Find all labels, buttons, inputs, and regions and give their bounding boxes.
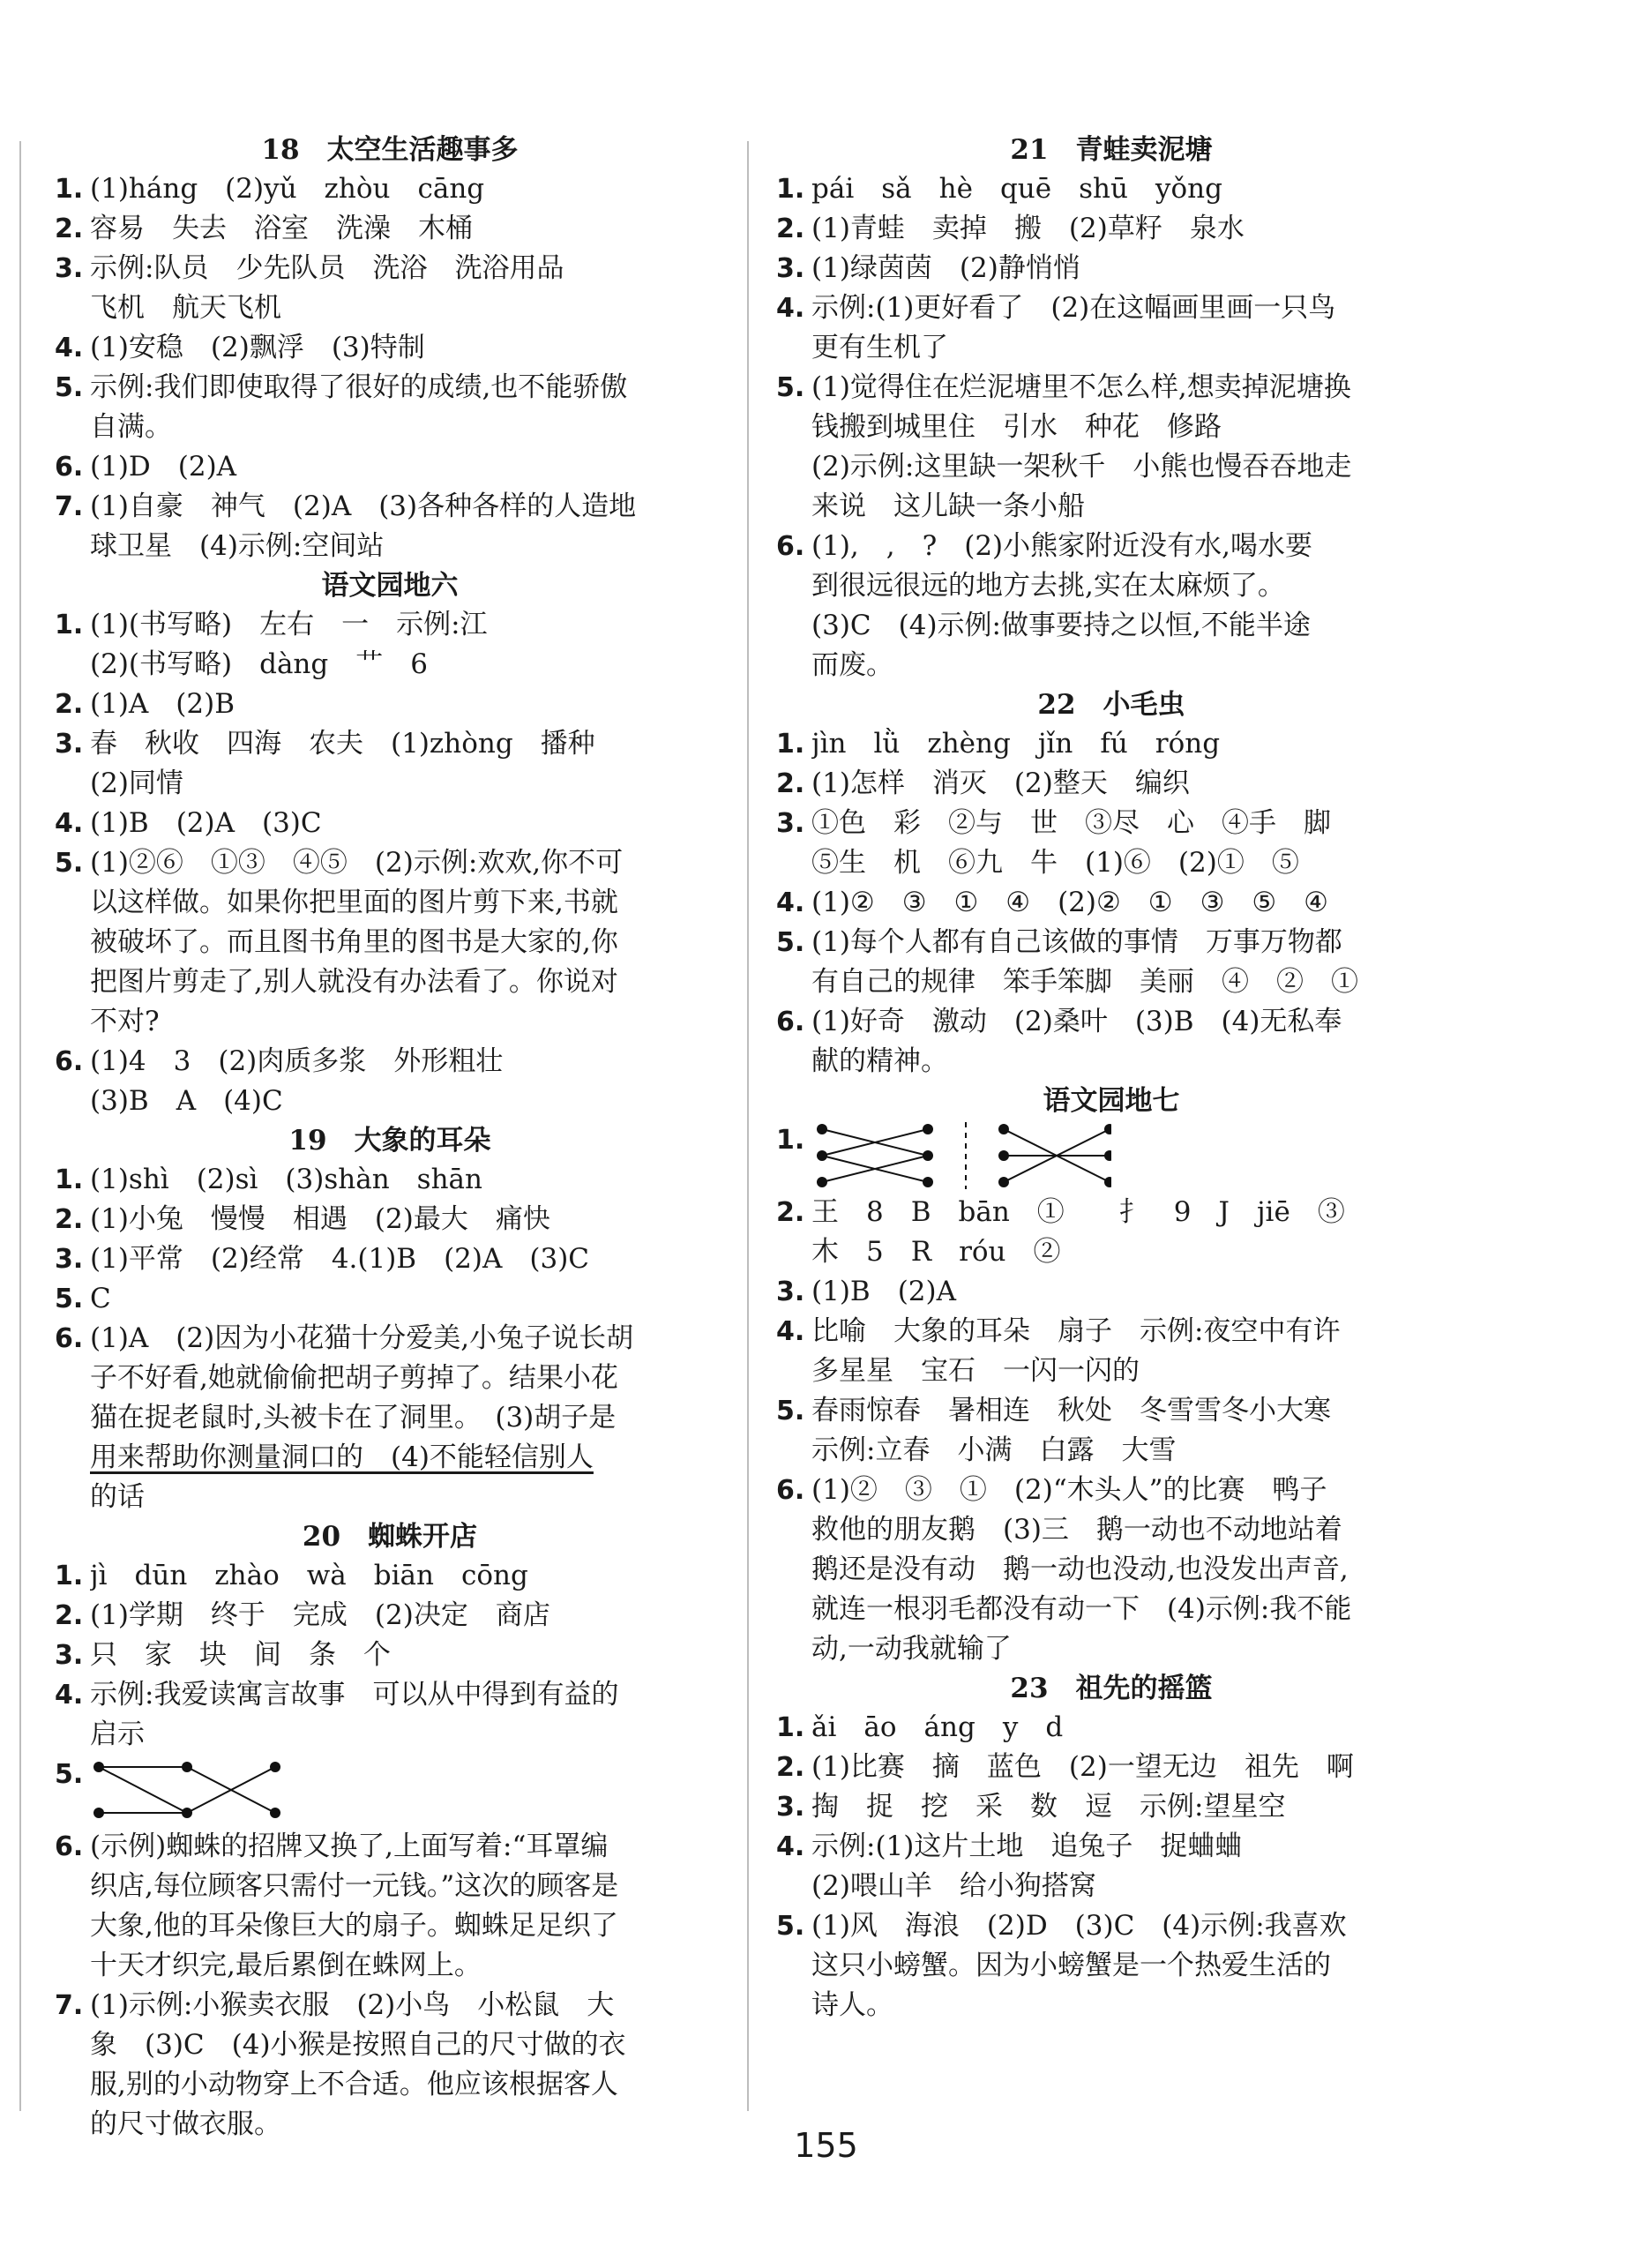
matching-diagram — [811, 1120, 1111, 1191]
item-indent — [55, 1002, 90, 1042]
answer-text: (3)C (4)示例:做事要持之以恒,不能半途 — [811, 610, 1311, 641]
answer-text: 只 家 块 间 条 个 — [90, 1639, 391, 1671]
answer-text: 把图片剪走了,别人就没有办法看了。你说对 — [90, 966, 618, 998]
answer-line — [55, 328, 725, 368]
answer-text: 示例:队员 少先队员 洗浴 洗浴用品 — [90, 252, 564, 284]
item-indent — [55, 1359, 90, 1398]
answer-text: 王 8 B bān ① 扌 9 J jiē ③ — [811, 1196, 1345, 1228]
answer-text: ǎi āo áng y d — [811, 1711, 1064, 1743]
item-indent — [776, 1042, 811, 1082]
answer-line — [55, 1478, 725, 1517]
answer-text: 救他的朋友鹅 (3)三 鹅一动也不动地站着 — [811, 1514, 1342, 1546]
item-number: 3. — [55, 1244, 84, 1275]
answer-text: 子不好看,她就偷偷把胡子剪掉了。结果小花 — [90, 1362, 618, 1394]
right-column — [776, 131, 1446, 2025]
answer-line — [55, 1556, 725, 1596]
answer-text: (2)同情 — [90, 767, 183, 799]
item-indent — [776, 1986, 811, 2025]
answer-line — [776, 1629, 1446, 1669]
match-dot — [817, 1150, 827, 1161]
answer-line — [55, 1946, 725, 1986]
section-title: 23 祖先的摇篮 — [1010, 1673, 1213, 1704]
item-indent — [776, 1431, 811, 1471]
item-number: 2. — [55, 1600, 84, 1631]
answer-text: 自满。 — [90, 411, 172, 443]
answer-line — [776, 804, 1446, 843]
answer-text: 更有生机了 — [811, 332, 948, 363]
answer-line — [55, 1359, 725, 1398]
answer-line — [776, 646, 1446, 685]
item-indent — [55, 1438, 90, 1478]
matching-diagram — [90, 1755, 319, 1825]
item-indent — [55, 883, 90, 923]
item-number: 1. — [55, 1164, 84, 1195]
item-indent — [776, 487, 811, 527]
answer-line — [55, 1596, 725, 1636]
answer-item-figure — [776, 1120, 1446, 1193]
item-number: 1. — [776, 174, 805, 205]
item-number: 2. — [776, 1197, 805, 1228]
answer-line — [776, 962, 1446, 1002]
answer-line — [55, 1867, 725, 1906]
answer-text: (1)风 海浪 (2)D (3)C (4)示例:我喜欢 — [811, 1910, 1347, 1942]
item-number: 3. — [776, 808, 805, 839]
answer-line — [55, 724, 725, 764]
answer-text: 示例:立春 小满 白露 大雪 — [811, 1434, 1177, 1466]
answer-line — [55, 843, 725, 883]
item-number: 1. — [776, 1712, 805, 1743]
answer-text: (1)②⑥ ①③ ④⑤ (2)示例:欢欢,你不可 — [90, 847, 624, 879]
answer-text: C — [90, 1283, 111, 1314]
item-number: 2. — [55, 689, 84, 720]
answer-line — [776, 1550, 1446, 1590]
answer-line — [55, 1082, 725, 1121]
item-indent — [55, 764, 90, 804]
item-number: 5. — [776, 927, 805, 958]
answer-text: pái sǎ hè quē shū yǒng — [811, 173, 1222, 205]
match-dot — [817, 1124, 827, 1134]
section-title: 20 蜘蛛开店 — [302, 1521, 478, 1553]
answer-line — [776, 1827, 1446, 1867]
answer-line — [776, 1002, 1446, 1042]
answer-line — [776, 1193, 1446, 1232]
answer-line — [55, 1200, 725, 1239]
answer-text: (1), , ? (2)小熊家附近没有水,喝水要 — [811, 530, 1313, 562]
answer-text: 而废。 — [811, 649, 893, 681]
item-number: 1. — [55, 610, 84, 640]
answer-text: 球卫星 (4)示例:空间站 — [90, 530, 385, 562]
item-number: 6. — [55, 1046, 84, 1077]
item-number: 6. — [55, 1323, 84, 1354]
answer-text: 以这样做。如果你把里面的图片剪下来,书就 — [90, 887, 618, 918]
match-dot — [182, 1808, 192, 1818]
item-number: 5. — [55, 848, 84, 879]
answer-line — [55, 1319, 725, 1359]
answer-line — [55, 605, 725, 645]
answer-line — [55, 288, 725, 328]
answer-text: 大象,他的耳朵像巨大的扇子。蜘蛛足足织了 — [90, 1910, 618, 1942]
left-column — [55, 131, 725, 2145]
answer-line — [776, 843, 1446, 883]
match-dot — [182, 1762, 192, 1772]
item-indent — [776, 328, 811, 368]
answer-text: 献的精神。 — [811, 1045, 948, 1077]
item-indent — [776, 408, 811, 447]
answer-line — [776, 447, 1446, 487]
answer-text: (2)喂山羊 给小狗搭窝 — [811, 1870, 1096, 1902]
item-indent — [776, 843, 811, 883]
item-number: 5. — [776, 372, 805, 403]
answer-line — [776, 1272, 1446, 1312]
answer-text: (1)平常 (2)经常 4.(1)B (2)A (3)C — [90, 1243, 590, 1275]
answer-text: 容易 失去 浴室 洗澡 木桶 — [90, 213, 473, 244]
match-dot — [817, 1177, 827, 1187]
answer-text: (3)B A (4)C — [90, 1085, 283, 1117]
item-number: 5. — [55, 372, 84, 403]
item-number: 4. — [55, 808, 84, 839]
answer-line — [55, 487, 725, 527]
answer-text: ⑤生 机 ⑥九 牛 (1)⑥ (2)① ⑤ — [811, 847, 1299, 879]
answer-line — [55, 883, 725, 923]
answer-line — [55, 1160, 725, 1200]
answer-line — [776, 566, 1446, 606]
answer-line — [776, 328, 1446, 368]
answer-line — [776, 724, 1446, 764]
answer-line — [776, 1906, 1446, 1946]
item-number: 4. — [776, 1831, 805, 1862]
item-indent — [55, 1946, 90, 1986]
answer-text: 春 秋收 四海 农夫 (1)zhòng 播种 — [90, 728, 595, 760]
item-indent — [776, 962, 811, 1002]
answer-line — [776, 923, 1446, 962]
item-number: 3. — [776, 253, 805, 284]
answer-text: 示例:(1)更好看了 (2)在这幅画里画一只鸟 — [811, 292, 1336, 324]
item-number: 5. — [776, 1911, 805, 1942]
section-title: 22 小毛虫 — [1037, 689, 1185, 721]
answer-text: (2)(书写略) dàng 艹 6 — [90, 648, 428, 680]
answer-line — [55, 685, 725, 724]
item-number: 2. — [776, 768, 805, 799]
answer-text: 到很远很远的地方去挑,实在太麻烦了。 — [811, 570, 1285, 602]
match-dot — [923, 1124, 933, 1134]
answer-text: 来说 这儿缺一条小船 — [811, 490, 1085, 522]
item-number: 2. — [776, 213, 805, 244]
answer-line — [776, 1590, 1446, 1629]
item-indent — [55, 527, 90, 566]
item-number: 6. — [55, 1831, 84, 1862]
answer-line — [776, 527, 1446, 566]
item-number: 2. — [55, 213, 84, 244]
answer-text: (1)比赛 摘 蓝色 (2)一望无边 祖先 啊 — [811, 1751, 1354, 1783]
match-dot — [998, 1124, 1009, 1134]
answer-text: 不对? — [90, 1006, 160, 1037]
answer-line — [55, 1827, 725, 1867]
answer-line — [55, 1715, 725, 1755]
answer-text: (示例)蜘蛛的招牌又换了,上面写着:“耳罩编 — [90, 1831, 609, 1862]
answer-line — [55, 527, 725, 566]
answer-text: 示例:我爱读寓言故事 可以从中得到有益的 — [90, 1679, 619, 1711]
item-number: 6. — [55, 452, 84, 483]
item-indent — [55, 1715, 90, 1755]
answer-text: (1)B (2)A — [811, 1276, 956, 1307]
answer-line — [55, 209, 725, 249]
answer-text: 服,别的小动物穿上不合适。他应该根据客人 — [90, 2069, 618, 2100]
item-number: 2. — [55, 1204, 84, 1235]
item-indent — [776, 1867, 811, 1906]
answer-line — [776, 1391, 1446, 1431]
answer-text: (1)② ③ ① (2)“木头人”的比赛 鸭子 — [811, 1474, 1327, 1506]
answer-line — [776, 1986, 1446, 2025]
answer-text: 鹅还是没有动 鹅一动也没动,也没发出声音, — [811, 1554, 1349, 1585]
answer-line — [55, 1002, 725, 1042]
match-dot — [270, 1762, 280, 1772]
answer-text: 木 5 R róu ② — [811, 1236, 1061, 1268]
match-line — [99, 1767, 187, 1813]
match-dot — [270, 1808, 280, 1818]
match-dot — [998, 1177, 1009, 1187]
item-number: 4. — [55, 333, 84, 363]
item-indent — [55, 1478, 90, 1517]
item-number: 6. — [776, 531, 805, 562]
item-indent — [776, 1510, 811, 1550]
answer-line — [776, 1312, 1446, 1351]
answer-line — [776, 368, 1446, 408]
section-title: 19 大象的耳朵 — [288, 1125, 491, 1157]
answer-text: (1)(书写略) 左右 一 示例:江 — [90, 609, 488, 640]
answer-line — [55, 408, 725, 447]
section-title: 语文园地七 — [1043, 1085, 1180, 1117]
section-title: 18 太空生活趣事多 — [261, 134, 519, 166]
answer-line — [55, 1986, 725, 2025]
answer-text: (1)自豪 神气 (2)A (3)各种各样的人造地 — [90, 490, 637, 522]
answer-line — [55, 2065, 725, 2105]
item-number: 4. — [776, 887, 805, 918]
answer-line — [776, 249, 1446, 288]
item-number: 3. — [55, 1640, 84, 1671]
answer-text: jì dūn zhào wà biān cōng — [90, 1560, 528, 1591]
item-indent — [55, 1082, 90, 1121]
item-indent — [55, 288, 90, 328]
answer-text: 用来帮助你测量洞口的 (4)不能轻信别人 — [90, 1441, 594, 1473]
answer-text: ①色 彩 ②与 世 ③尽 心 ④手 脚 — [811, 807, 1331, 839]
answer-text: (2)示例:这里缺一架秋千 小熊也慢吞吞地走 — [811, 451, 1352, 483]
item-number: 4. — [776, 1316, 805, 1347]
item-indent — [55, 1867, 90, 1906]
answer-text: jìn lǜ zhèng jǐn fú róng — [811, 728, 1221, 760]
item-indent — [776, 1232, 811, 1272]
answer-line — [55, 1675, 725, 1715]
match-dot — [923, 1177, 933, 1187]
answer-line — [776, 764, 1446, 804]
answer-line — [55, 1239, 725, 1279]
match-dot — [93, 1762, 104, 1772]
answer-line — [55, 1042, 725, 1082]
item-indent — [55, 1398, 90, 1438]
answer-line — [55, 1636, 725, 1675]
item-indent — [776, 1946, 811, 1986]
item-indent — [55, 923, 90, 962]
answer-line — [55, 249, 725, 288]
answer-text: (1)D (2)A — [90, 451, 237, 483]
answer-line — [55, 1398, 725, 1438]
answer-text: 十天才织完,最后累倒在蛛网上。 — [90, 1950, 482, 1981]
answer-line — [776, 1351, 1446, 1391]
match-dot — [923, 1150, 933, 1161]
column-divider — [747, 141, 749, 2111]
answer-text: 示例:(1)这片土地 追兔子 捉蛐蛐 — [811, 1831, 1243, 1862]
answer-text: 春雨惊春 暑相连 秋处 冬雪雪冬小大寒 — [811, 1395, 1331, 1426]
answer-text: 比喻 大象的耳朵 扇子 示例:夜空中有许 — [811, 1315, 1341, 1347]
item-indent — [776, 566, 811, 606]
answer-item-figure — [55, 1755, 725, 1827]
answer-text: 猫在捉老鼠时,头被卡在了洞里。 (3)胡子是 — [90, 1402, 617, 1434]
match-dot — [998, 1150, 1009, 1161]
item-indent — [55, 1906, 90, 1946]
answer-line — [55, 447, 725, 487]
answer-line — [776, 1867, 1446, 1906]
answer-line — [776, 408, 1446, 447]
answer-text: (1)4 3 (2)肉质多浆 外形粗壮 — [90, 1045, 504, 1077]
answer-text: (1)青蛙 卖掉 搬 (2)草籽 泉水 — [811, 213, 1245, 244]
answer-text: (1)小兔 慢慢 相遇 (2)最大 痛快 — [90, 1203, 550, 1235]
answer-text: 这只小螃蟹。因为小螃蟹是一个热爱生活的 — [811, 1950, 1331, 1981]
answer-line — [776, 1042, 1446, 1082]
item-indent — [776, 1550, 811, 1590]
answer-text: (1)怎样 消灭 (2)整天 编织 — [811, 767, 1190, 799]
answer-text: (1)每个人都有自己该做的事情 万事万物都 — [811, 926, 1342, 958]
answer-line — [776, 288, 1446, 328]
item-indent — [55, 962, 90, 1002]
answer-text: 的话 — [90, 1481, 145, 1513]
answer-text: (1)安稳 (2)飘浮 (3)特制 — [90, 332, 425, 363]
answer-line — [55, 764, 725, 804]
answer-line — [55, 2025, 725, 2065]
answer-text: 启示 — [90, 1718, 145, 1750]
answer-line — [776, 1431, 1446, 1471]
answer-text: 织店,每位顾客只需付一元钱。”这次的顾客是 — [90, 1870, 619, 1902]
answer-line — [55, 645, 725, 685]
item-indent — [776, 1629, 811, 1669]
answer-text: (1)② ③ ① ④ (2)② ① ③ ⑤ ④ — [811, 887, 1328, 918]
item-indent — [55, 2065, 90, 2105]
answer-line — [776, 209, 1446, 249]
item-number: 3. — [55, 253, 84, 284]
answer-text: (1)shì (2)sì (3)shàn shān — [90, 1164, 482, 1195]
answer-line — [55, 368, 725, 408]
answer-line — [776, 1510, 1446, 1550]
answer-line — [55, 962, 725, 1002]
item-number: 5. — [55, 1759, 84, 1790]
item-number: 6. — [776, 1475, 805, 1506]
match-dot — [1104, 1124, 1111, 1134]
answer-line — [776, 1232, 1446, 1272]
section-title: 语文园地六 — [321, 570, 459, 602]
answer-text: 飞机 航天飞机 — [90, 292, 281, 324]
item-number: 3. — [776, 1276, 805, 1307]
answer-text: 象 (3)C (4)小猴是按照自己的尺寸做的衣 — [90, 2029, 626, 2061]
answer-text: 的尺寸做衣服。 — [90, 2108, 281, 2140]
item-number: 4. — [55, 1680, 84, 1711]
answer-text: 钱搬到城里住 引水 种花 修路 — [811, 411, 1222, 443]
section-title: 21 青蛙卖泥塘 — [1010, 134, 1213, 166]
item-number: 1. — [776, 729, 805, 760]
item-indent — [776, 606, 811, 646]
item-number: 1. — [55, 1561, 84, 1591]
answer-line — [55, 1279, 725, 1319]
item-number: 2. — [776, 1752, 805, 1783]
item-number: 7. — [55, 491, 84, 522]
answer-text: 诗人。 — [811, 1989, 893, 2021]
answer-line — [776, 1748, 1446, 1787]
item-indent — [776, 646, 811, 685]
answer-text: (1)A (2)因为小花猫十分爱美,小兔子说长胡 — [90, 1322, 634, 1354]
answer-text: 就连一根羽毛都没有动一下 (4)示例:我不能 — [811, 1593, 1352, 1625]
item-number: 5. — [55, 1284, 84, 1314]
item-indent — [776, 447, 811, 487]
item-number: 7. — [55, 1990, 84, 2021]
answer-line — [776, 883, 1446, 923]
match-dot — [1104, 1150, 1111, 1161]
answer-line — [55, 1906, 725, 1946]
answer-line — [776, 1946, 1446, 1986]
answer-text: (1)háng (2)yǔ zhòu cāng — [90, 173, 485, 205]
answer-line — [776, 169, 1446, 209]
answer-text: (1)学期 终于 完成 (2)决定 商店 — [90, 1599, 550, 1631]
answer-text: 有自己的规律 笨手笨脚 美丽 ④ ② ① — [811, 966, 1358, 998]
item-indent — [776, 1590, 811, 1629]
answer-text: 掏 捉 挖 采 数 逗 示例:望星空 — [811, 1791, 1286, 1823]
answer-line — [55, 804, 725, 843]
answer-line — [55, 1438, 725, 1478]
item-number: 3. — [776, 1792, 805, 1823]
left-margin-rule — [19, 141, 21, 2111]
answer-text: 被破坏了。而且图书角里的图书是大家的,你 — [90, 926, 618, 958]
answer-line — [776, 1471, 1446, 1510]
item-indent — [776, 1351, 811, 1391]
item-number: 3. — [55, 729, 84, 760]
answer-line — [776, 487, 1446, 527]
match-dot — [1104, 1177, 1111, 1187]
answer-text: (1)绿茵茵 (2)静悄悄 — [811, 252, 1080, 284]
page-number: 155 — [794, 2126, 858, 2165]
item-indent — [55, 408, 90, 447]
item-number: 1. — [55, 174, 84, 205]
answer-text: (1)B (2)A (3)C — [90, 807, 322, 839]
answer-text: (1)A (2)B — [90, 688, 235, 720]
answer-text: (1)示例:小猴卖衣服 (2)小鸟 小松鼠 大 — [90, 1989, 615, 2021]
answer-text: 多星星 宝石 一闪一闪的 — [811, 1355, 1140, 1387]
item-indent — [55, 645, 90, 685]
answer-text: (1)觉得住在烂泥塘里不怎么样,想卖掉泥塘换 — [811, 371, 1351, 403]
match-dot — [93, 1808, 104, 1818]
answer-line — [776, 606, 1446, 646]
answer-line — [776, 1787, 1446, 1827]
item-number: 4. — [776, 293, 805, 324]
answer-line — [776, 1708, 1446, 1748]
answer-text: 示例:我们即使取得了很好的成绩,也不能骄傲 — [90, 371, 628, 403]
answer-text: (1)好奇 激动 (2)桑叶 (3)B (4)无私奉 — [811, 1006, 1342, 1037]
item-number: 5. — [776, 1396, 805, 1426]
answer-line — [55, 169, 725, 209]
item-indent — [55, 2025, 90, 2065]
item-number: 6. — [776, 1007, 805, 1037]
answer-text: 动,一动我就输了 — [811, 1633, 1012, 1665]
item-number: 1. — [776, 1125, 805, 1156]
answer-line — [55, 923, 725, 962]
